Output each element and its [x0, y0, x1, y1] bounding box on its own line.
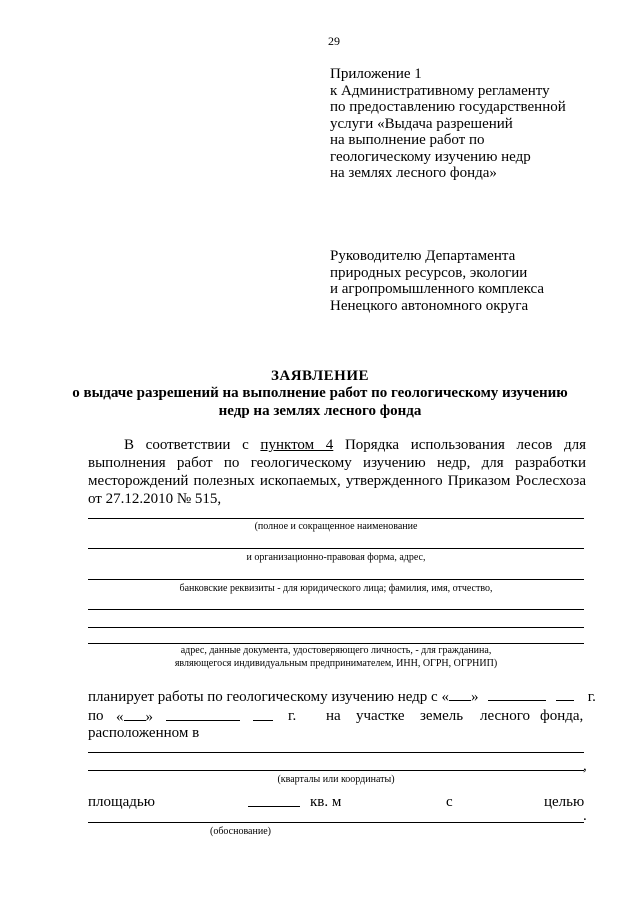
end-year-field[interactable] [253, 707, 273, 721]
para-rest: Порядка использования лесов для выполнения работ по геологическому изучению недр, для разработки месторождений полезных ископаемых, утвержденного Приказом Рослесхоза от 27.12.2010 № 515, [88, 437, 586, 507]
quote-close: » [470, 689, 479, 705]
po-word: по [88, 708, 104, 724]
works-dates-row [88, 687, 596, 706]
caption-bank: банковские реквизиты - для юридического лица; фамилия, имя, отчество, [179, 583, 493, 594]
location-comma: , [583, 758, 587, 774]
fond-word: фонда, [540, 708, 584, 724]
close-quote: » [145, 709, 153, 725]
applicant-line-5[interactable] [88, 627, 584, 628]
g-word: г. [288, 708, 297, 724]
document-title: ЗАЯВЛЕНИЕ [270, 368, 370, 384]
applicant-line-1[interactable] [88, 518, 584, 519]
na-word: на [326, 708, 341, 724]
purpose-word: целью [544, 794, 585, 810]
les-word: лесного [480, 708, 530, 724]
recipient-line: природных ресурсов, экологии [330, 264, 528, 281]
regulation-link[interactable]: пунктом 4 [260, 437, 334, 453]
caption-entrepreneur: являющегося индивидуальным предпринимателем, ИНН, ОГРН, ОГРНИП) [174, 658, 498, 669]
zem-word: земель [420, 708, 464, 724]
location-label: расположенном в [88, 725, 200, 741]
recipient-line: Ненецкого автономного округа [330, 297, 529, 314]
location-line-1[interactable] [88, 752, 584, 753]
location-line-2[interactable] [88, 770, 584, 771]
caption-quarters: (кварталы или координаты) [277, 774, 395, 785]
para-start: В соответствии с [124, 437, 261, 453]
recipient-line: Руководителю Департамента [330, 248, 516, 264]
subtitle-line: недр на землях лесного фонда [218, 403, 422, 419]
purpose-dot: . [583, 808, 587, 824]
caption-address: адрес, данные документа, удостоверяющего личность, - для гражданина, [180, 645, 492, 656]
annex-line: Приложение 1 [330, 66, 422, 82]
works-text: планирует работы по геологическому изучению недр с « [88, 689, 449, 705]
annex-line: геологическому изучению недр [330, 148, 531, 165]
recipient-line: и агропромышленного комплекса [330, 281, 544, 297]
applicant-line-2[interactable] [88, 548, 584, 549]
area-word: площадью [88, 794, 155, 810]
start-year-field[interactable] [556, 687, 574, 701]
subtitle-line: о выдаче разрешений на выполнение работ по геологическому изучению [72, 385, 568, 401]
open-quote: « [116, 709, 124, 725]
applicant-line-3[interactable] [88, 579, 584, 580]
end-date-row [88, 707, 586, 725]
area-unit: кв. м [310, 794, 342, 810]
intro-paragraph [88, 436, 586, 508]
end-month-field[interactable] [166, 707, 240, 721]
start-day-field[interactable] [449, 687, 471, 701]
document-subtitle [0, 384, 640, 420]
annex-line: услуги «Выдача разрешений [330, 115, 513, 132]
start-month-field[interactable] [488, 687, 546, 701]
area-row [88, 793, 586, 811]
annex-line: на выполнение работ по [330, 132, 485, 148]
recipient-block [330, 248, 544, 314]
end-day-field[interactable] [124, 707, 146, 721]
s-word: с [446, 794, 453, 810]
annex-line: к Административному регламенту [330, 82, 550, 99]
caption-form: и организационно-правовая форма, адрес, [246, 552, 426, 563]
uch-word: участке [356, 708, 405, 724]
annex-header [330, 66, 566, 182]
year-suffix: г. [587, 689, 596, 705]
purpose-line[interactable] [88, 822, 584, 823]
annex-line: по предоставлению государственной [330, 99, 566, 115]
annex-line: на землях лесного фонда» [330, 165, 497, 181]
applicant-line-4[interactable] [88, 609, 584, 610]
caption-justification: (обоснование) [210, 826, 271, 837]
caption-name: (полное и сокращенное наименование [254, 521, 418, 532]
area-field[interactable] [248, 793, 300, 807]
page-number: 29 [328, 34, 340, 48]
